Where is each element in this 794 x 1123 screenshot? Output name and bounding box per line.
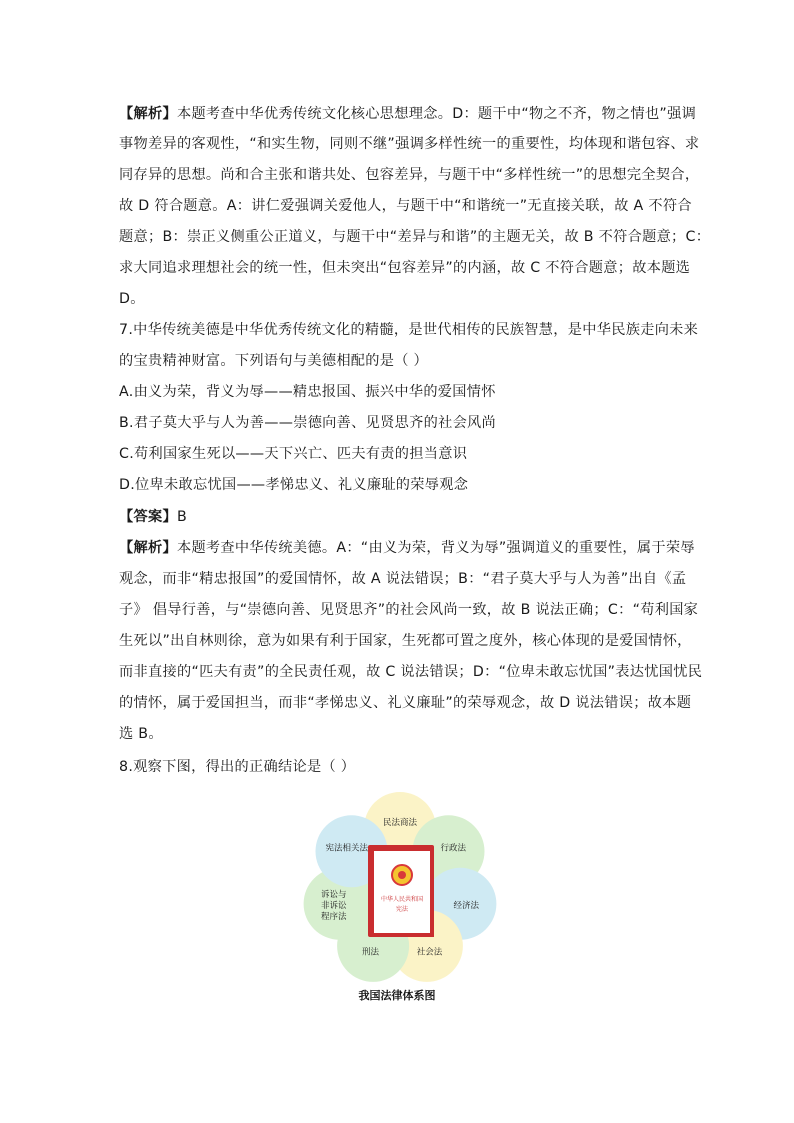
petal-label: 刑法 [361, 947, 380, 958]
analysis-line: 事物差异的客观性，“和实生物，同则不继”强调多样性统一的重要性，均体现和谐包容、求 [119, 136, 700, 152]
answer-value: B [176, 509, 187, 525]
analysis-line: D。 [119, 291, 145, 307]
analysis-line: 求大同追求理想社会的统一性，但未突出“包容差异”的内涵，故 C 不符合题意；故本题选 [119, 260, 691, 276]
petal-label: 非诉讼 [320, 901, 347, 912]
analysis-line: 故 D 符合题意。A：讲仁爱强调关爱他人，与题干中“和谐统一”无直接关联，故 A 不符合 [119, 198, 692, 214]
question-7-stem: 的宝贵精神财富。下列语句与美德相配的是（ ） [119, 353, 429, 369]
option-a: A.由义为荣，背义为辱——精忠报国、振兴中华的爱国情怀 [119, 384, 496, 400]
book-cover [372, 849, 432, 935]
petal-label: 经济法 [453, 901, 480, 912]
petal-label: 程序法 [320, 912, 347, 923]
analysis-line: 而非直接的“匹夫有责”的全民责任观，故 C 说法错误；D：“位卑未敢忘忧国”表达忧国忧民 [119, 664, 703, 680]
option-b: B.君子莫大乎与人为善——崇德向善、见贤思齐的社会风尚 [119, 415, 497, 431]
legal-system-diagram [300, 785, 500, 985]
constitution-book [368, 845, 434, 937]
petal-label: 行政法 [440, 843, 466, 854]
emblem-center [398, 871, 406, 879]
analysis-line [119, 538, 695, 558]
analysis-tag: 【解析】 [119, 106, 177, 122]
question-7-stem: 7.中华传统美德是中华优秀传统文化的精髓，是世代相传的民族智慧，是中华民族走向未来 [119, 322, 699, 338]
book-title-line1: 中华人民共和国 [380, 896, 424, 903]
option-c: C.苟利国家生死以——天下兴亡、匹夫有责的担当意识 [119, 446, 468, 462]
analysis-line: 题意；B：崇正义侧重公正道义，与题干中“差异与和谐”的主题无关，故 B 不符合题意；C： [119, 229, 711, 245]
analysis-text: 本题考查中华优秀传统文化核心思想理念。D：题干中“物之不齐，物之情也”强调 [176, 106, 697, 122]
figure-caption: 我国法律体系图 [358, 989, 436, 1002]
analysis-line: 同存异的思想。尚和合主张和谐共处、包容差异，与题干中“多样性统一”的思想完全契合， [119, 167, 700, 183]
analysis-line: 生死以”出自林则徐，意为如果有利于国家，生死都可置之度外，核心体现的是爱国情怀， [119, 633, 692, 649]
answer-tag: 【答案】 [119, 509, 177, 525]
answer-line [119, 507, 187, 527]
book-title-line2: 宪法 [395, 906, 409, 913]
petal-label: 诉讼与 [320, 890, 347, 901]
analysis-line [119, 104, 696, 124]
petal-label: 宪法相关法 [325, 843, 369, 854]
analysis-line: 选 B。 [119, 726, 163, 742]
petal-label: 民法商法 [382, 818, 418, 828]
analysis-line: 观念，而非“精忠报国”的爱国情怀，故 A 说法错误；B：“君子莫大乎与人为善”出自《孟 [119, 571, 687, 587]
option-d: D.位卑未敢忘忧国——孝悌忠义、礼义廉耻的荣辱观念 [119, 477, 469, 493]
petal-label: 社会法 [416, 947, 443, 958]
question-8-stem: 8.观察下图，得出的正确结论是（ ） [119, 759, 356, 775]
analysis-tag: 【解析】 [119, 540, 177, 556]
analysis-line: 子》 倡导行善，与“崇德向善、见贤思齐”的社会风尚一致，故 B 说法正确；C：“苟利国家 [119, 602, 699, 618]
analysis-line: 的情怀，属于爱国担当，而非“孝悌忠义、礼义廉耻”的荣辱观念，故 D 说法错误；故本题 [119, 695, 692, 711]
analysis-text: 本题考查中华传统美德。A：“由义为荣，背义为辱”强调道义的重要性，属于荣辱 [176, 540, 695, 556]
